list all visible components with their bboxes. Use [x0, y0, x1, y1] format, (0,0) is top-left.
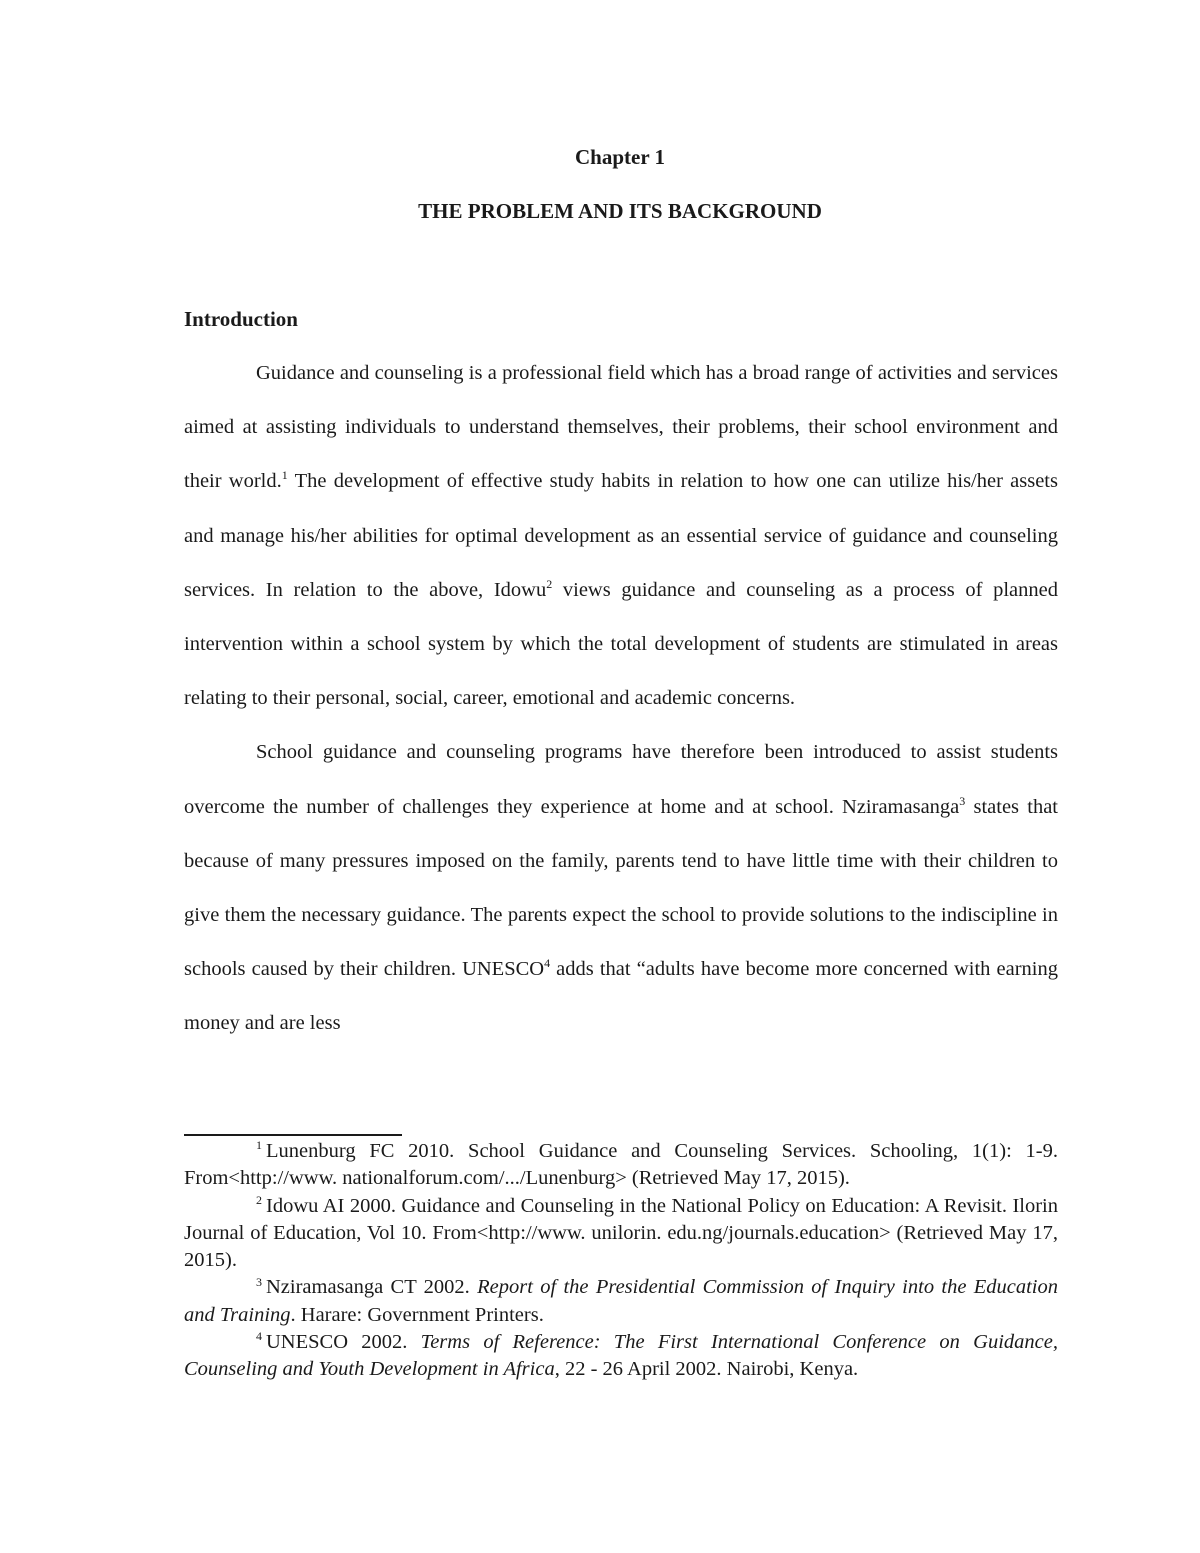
footnote-mark: 4 [256, 1329, 262, 1344]
footnote-reference: 1 [281, 468, 288, 483]
paragraph-text: states that because of many pressures imposed on the family, parents tend to have little time with their children to give them the necessary guidance. The parents expect the school to provide solutions to the indiscipline in schools caused by their children. UNESCO [184, 795, 1058, 981]
footnote-reference: 2 [546, 576, 553, 591]
body-text [184, 346, 1058, 1051]
footnote-reference: 3 [959, 793, 966, 808]
footnote-text: . Harare: Government Printers. [290, 1303, 544, 1326]
footnote-separator [184, 1134, 402, 1136]
footnote-text: Nziramasanga CT 2002. [266, 1276, 478, 1299]
footnote-italic-title: Terms of Reference: The First International Conference on Guidance, Counseling and Youth Development in Africa [184, 1331, 1058, 1381]
chapter-title: THE PROBLEM AND ITS BACKGROUND [418, 199, 822, 223]
paragraph-text: adds that “adults have become more concerned with earning money and are less [184, 958, 1058, 1035]
footnote-1 [184, 1138, 1058, 1193]
paragraph [184, 725, 1058, 1050]
paragraph-text: views guidance and counseling as a process of planned intervention within a school system by which the total development of students are stimulated in areas relating to their personal, social, career, emotional and academic concerns. [184, 578, 1058, 710]
footnote-italic-title: Report of the Presidential Commission of Inquiry into the Education and Training [184, 1276, 1058, 1326]
section-heading: Introduction [184, 307, 298, 331]
paragraph-text: Guidance and counseling is a professional field which has a broad range of activities and services aimed at assisting individuals to understand themselves, their problems, their school environment and their world. [184, 362, 1058, 493]
footnote-3 [184, 1274, 1058, 1329]
footnote-mark: 2 [256, 1192, 262, 1207]
paragraph-text: School guidance and counseling programs have therefore been introduced to assist students overcome the number of challenges they experience at home and at school. Nziramasanga [184, 741, 1058, 818]
footnote-4 [184, 1329, 1058, 1384]
chapter-label: Chapter 1 [574, 145, 666, 169]
paragraph-text: The development of effective study habits in relation to how one can utilize his/her assets and manage his/her abilities for optimal development as an essential service of guidance and counseling services. In relation to the above, Idowu [184, 470, 1058, 601]
footnote-text: UNESCO 2002. [266, 1331, 421, 1354]
footnote-text: Idowu AI 2000. Guidance and Counseling in the National Policy on Education: A Revisit. Ilorin Journal of Education, Vol 10. From<http://www. unilorin. edu.ng/journals.education> (Retrieved May 17, 2015). [184, 1194, 1058, 1272]
footnote-mark: 3 [256, 1274, 262, 1289]
footnote-text: , 22 - 26 April 2002. Nairobi, Kenya. [554, 1358, 859, 1381]
footnote-mark: 1 [256, 1138, 262, 1153]
footnote-reference: 4 [544, 956, 551, 971]
footnote-text: Lunenburg FC 2010. School Guidance and Counseling Services. Schooling, 1(1): 1-9. From<http://www. nationalforum.com/.../Lunenburg> (Retrieved May 17, 2015). [184, 1140, 1058, 1190]
footnotes [184, 1138, 1058, 1384]
footnote-2 [184, 1193, 1058, 1275]
paragraph [184, 346, 1058, 725]
